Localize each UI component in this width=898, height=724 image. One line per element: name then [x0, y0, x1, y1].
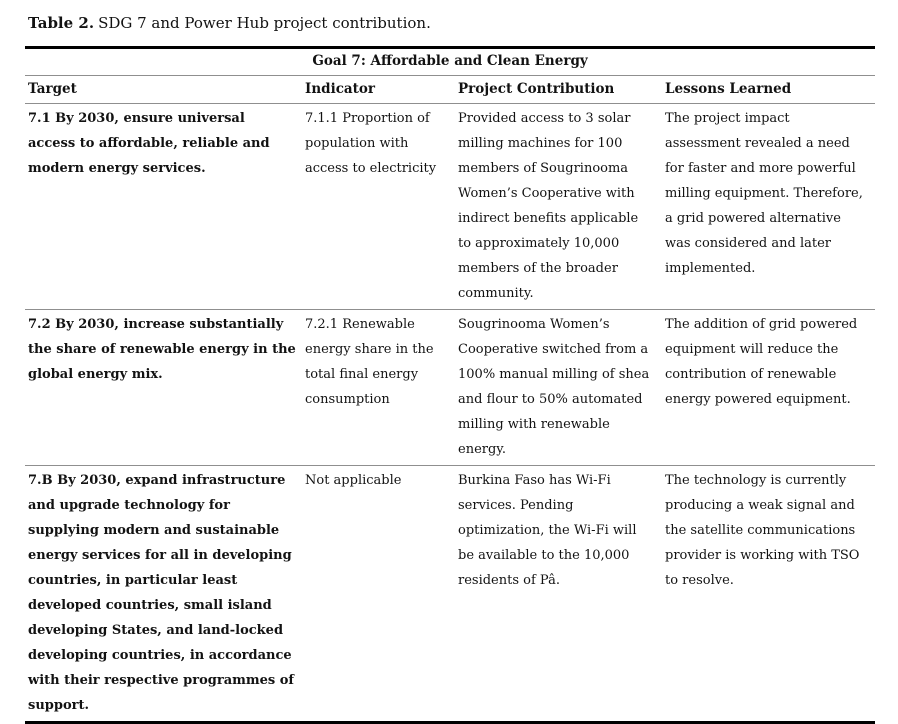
- column-header-lessons-learned: Lessons Learned: [662, 76, 875, 104]
- lessons-learned-cell-7-B: The technology is currently producing a weak signal and the satellite communications provider is working with TSO to resolve.: [665, 473, 860, 588]
- sdg7-contribution-table: [25, 46, 875, 724]
- goal-header: Goal 7: Affordable and Clean Energy: [25, 48, 875, 76]
- column-header-project-contribution: Project Contribution: [455, 76, 662, 104]
- project-contribution-cell-7-B: Burkina Faso has Wi-Fi services. Pending optimization, the Wi-Fi will be available to the 10,000 residents of Pâ.: [458, 473, 637, 588]
- column-header-indicator: Indicator: [302, 76, 455, 104]
- column-header-target: Target: [25, 76, 302, 104]
- column-header-row: [25, 76, 875, 104]
- project-contribution-cell-7-2: Sougrinooma Women’s Cooperative switched from a 100% manual milling of shea and flour to 50% automated milling with renewable energy.: [458, 317, 650, 457]
- indicator-cell-7-B: Not applicable: [305, 473, 402, 488]
- target-cell-7-1: 7.1 By 2030, ensure universal access to affordable, reliable and modern energy services.: [28, 111, 270, 176]
- table-row-7-1: [25, 104, 875, 310]
- target-cell-7-2: 7.2 By 2030, increase substantially the share of renewable energy in the global energy mix.: [28, 317, 296, 382]
- indicator-cell-7-1: 7.1.1 Proportion of population with access to electricity: [305, 111, 437, 176]
- table-caption-label: Table 2.: [28, 14, 95, 32]
- target-cell-7-B: 7.B By 2030, expand infrastructure and upgrade technology for supplying modern and sustainable energy services for all in developing countries, in particular least developed countries, small island developing States, and land-locked developing countries, in accordance with their respective programmes of support.: [28, 473, 295, 713]
- lessons-learned-cell-7-2: The addition of grid powered equipment will reduce the contribution of renewable energy powered equipment.: [665, 317, 858, 407]
- table-caption-text: SDG 7 and Power Hub project contribution.: [98, 14, 431, 32]
- goal-header-row: [25, 48, 875, 76]
- table-row-7-2: [25, 310, 875, 466]
- project-contribution-cell-7-1: Provided access to 3 solar milling machines for 100 members of Sougrinooma Women’s Cooperative with indirect benefits applicable to approximately 10,000 members of the broader community.: [458, 111, 639, 301]
- table-caption: [28, 12, 431, 34]
- lessons-learned-cell-7-1: The project impact assessment revealed a need for faster and more powerful milling equipment. Therefore, a grid powered alternative was considered and later implemented.: [665, 111, 863, 276]
- table-row-7-B: [25, 466, 875, 723]
- indicator-cell-7-2: 7.2.1 Renewable energy share in the total final energy consumption: [305, 317, 434, 407]
